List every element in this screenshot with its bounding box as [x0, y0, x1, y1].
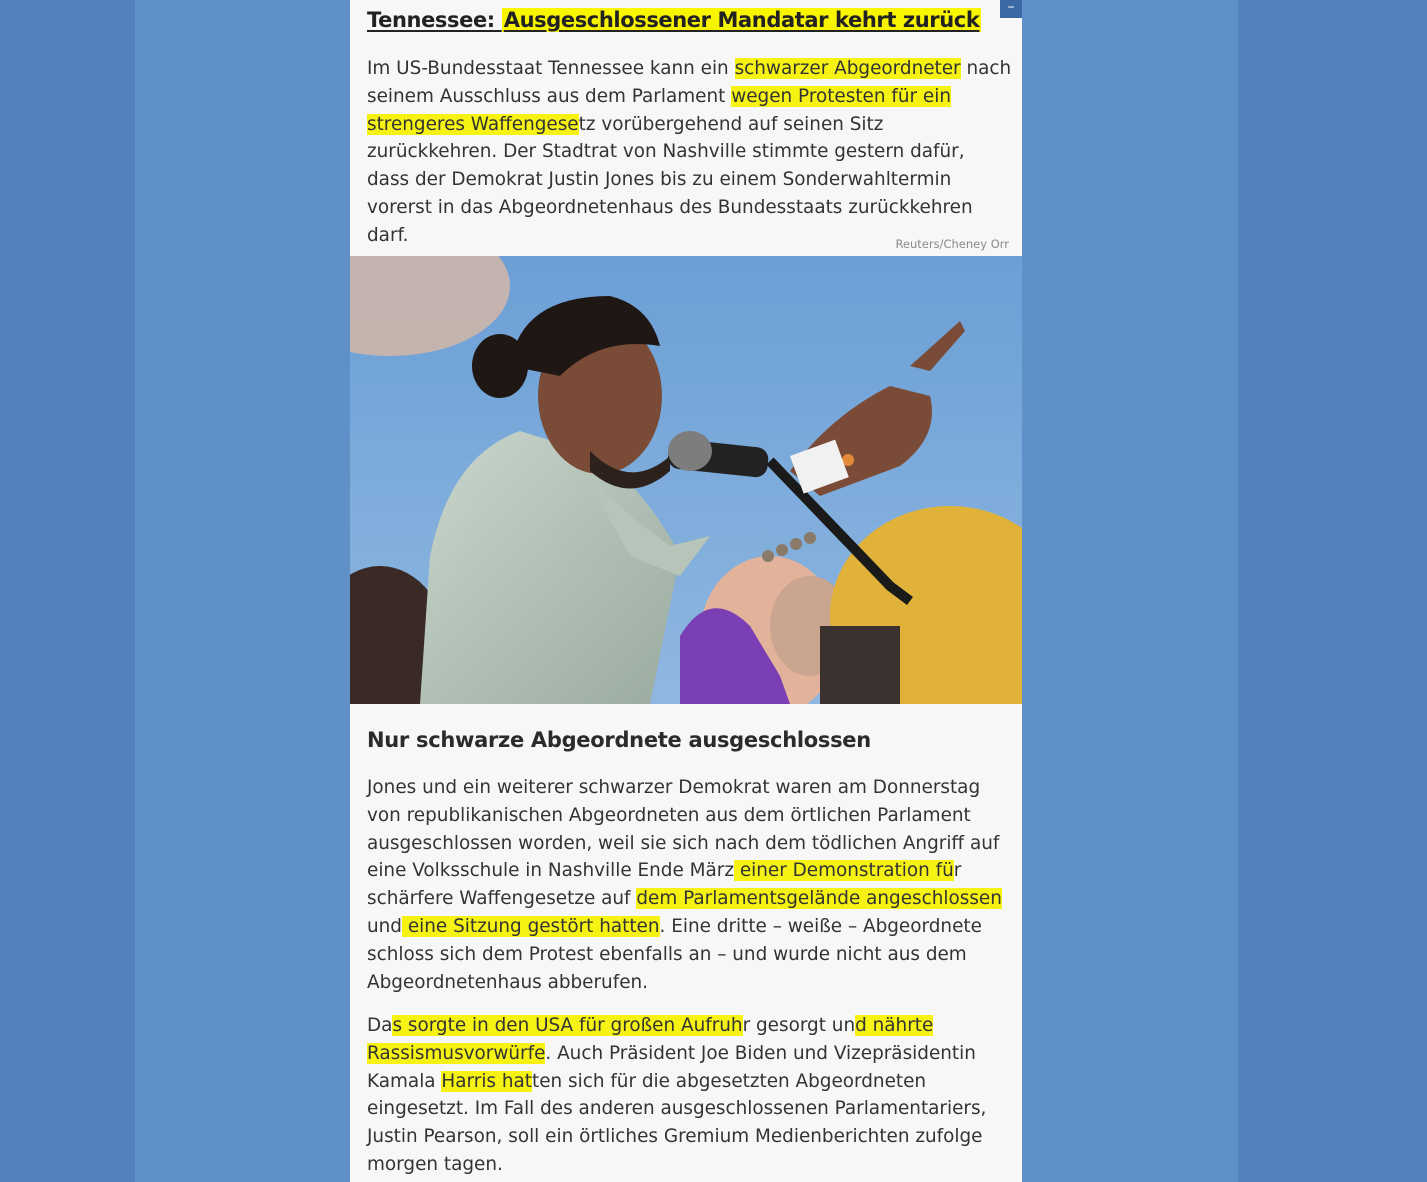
title-prefix: Tennessee:: [367, 8, 502, 32]
collapse-button[interactable]: –: [1000, 0, 1022, 18]
article-photo: [350, 256, 1022, 704]
page-background-center-left: [135, 0, 350, 1182]
paragraph-1: [367, 774, 1012, 996]
para1-text-3: und: [367, 915, 402, 937]
para1-text-2: r schärfere Waffengesetze auf: [367, 860, 962, 910]
page-background-right: [1238, 0, 1427, 1182]
page-background-center-right: [1022, 0, 1238, 1182]
lead-highlight-2: wegen Protesten für ein strengeres Waffengese: [367, 85, 951, 135]
lead-text-3: tz vorübergehend auf seinen Sitz zurückkehren. Der Stadtrat von Nashville stimmte gestern dafür, dass der Demokrat Justin Jones bis zu einem Sonderwahltermin vorerst in das Abgeordnetenhaus des Bundesstaats zurückkehren darf.: [367, 113, 973, 246]
para2-text-2: r gesorgt un: [742, 1015, 856, 1036]
para1-text-4: . Eine dritte – weiße – Abgeordnete schloss sich dem Protest ebenfalls an – und wurde nicht aus dem Abgeordnetenhaus abberufen.: [367, 915, 982, 993]
para1-highlight-3: eine Sitzung gestört hatten: [402, 915, 660, 937]
lead-text-1: Im US-Bundesstaat Tennessee kann ein: [367, 58, 735, 79]
title-highlight: Ausgeschlossener Mandatar kehrt zurück: [503, 8, 980, 32]
lead-highlight-1: schwarzer Abgeordneter: [734, 58, 961, 79]
photo-credit: Reuters/Cheney Orr: [895, 237, 1009, 251]
para1-highlight-1: einer Demonstration fü: [733, 860, 954, 882]
para2-text-3: . Auch Präsident Joe Biden und Vizepräsidentin Kamala: [367, 1042, 976, 1092]
para2-text-4: ten sich für die abgesetzten Abgeordneten eingesetzt. Im Fall des anderen ausgeschlossenen Parlamentariers, Justin Pearson, soll ein örtliches Gremium Medienberichten zufolge morgen tagen.: [367, 1070, 987, 1175]
para2-highlight-2: d nährte Rassismusvorwürfe: [367, 1015, 934, 1064]
para2-highlight-3: Harris hat: [441, 1070, 532, 1092]
news-article: [350, 0, 1022, 1182]
para1-highlight-2: dem Parlamentsgelände angeschlossen: [636, 888, 1002, 910]
para2-text-1: Da: [367, 1015, 393, 1036]
lead-text-2: nach seinem Ausschluss aus dem Parlament: [367, 58, 1012, 107]
article-title[interactable]: [367, 8, 981, 32]
subheading: Nur schwarze Abgeordnete ausgeschlossen: [367, 728, 871, 752]
para1-text-1: Jones und ein weiterer schwarzer Demokrat waren am Donnerstag von republikanischen Abgeordneten aus dem örtlichen Parlament ausgeschlossen worden, weil sie sich nach dem tödlichen Angriff auf eine Volksschule in Nashville Ende März: [367, 777, 1000, 882]
para2-highlight-1: s sorgte in den USA für großen Aufruh: [392, 1015, 743, 1036]
paragraph-2: [367, 1012, 1012, 1179]
lead-paragraph: [367, 55, 1012, 250]
page-background-left: [0, 0, 135, 1182]
